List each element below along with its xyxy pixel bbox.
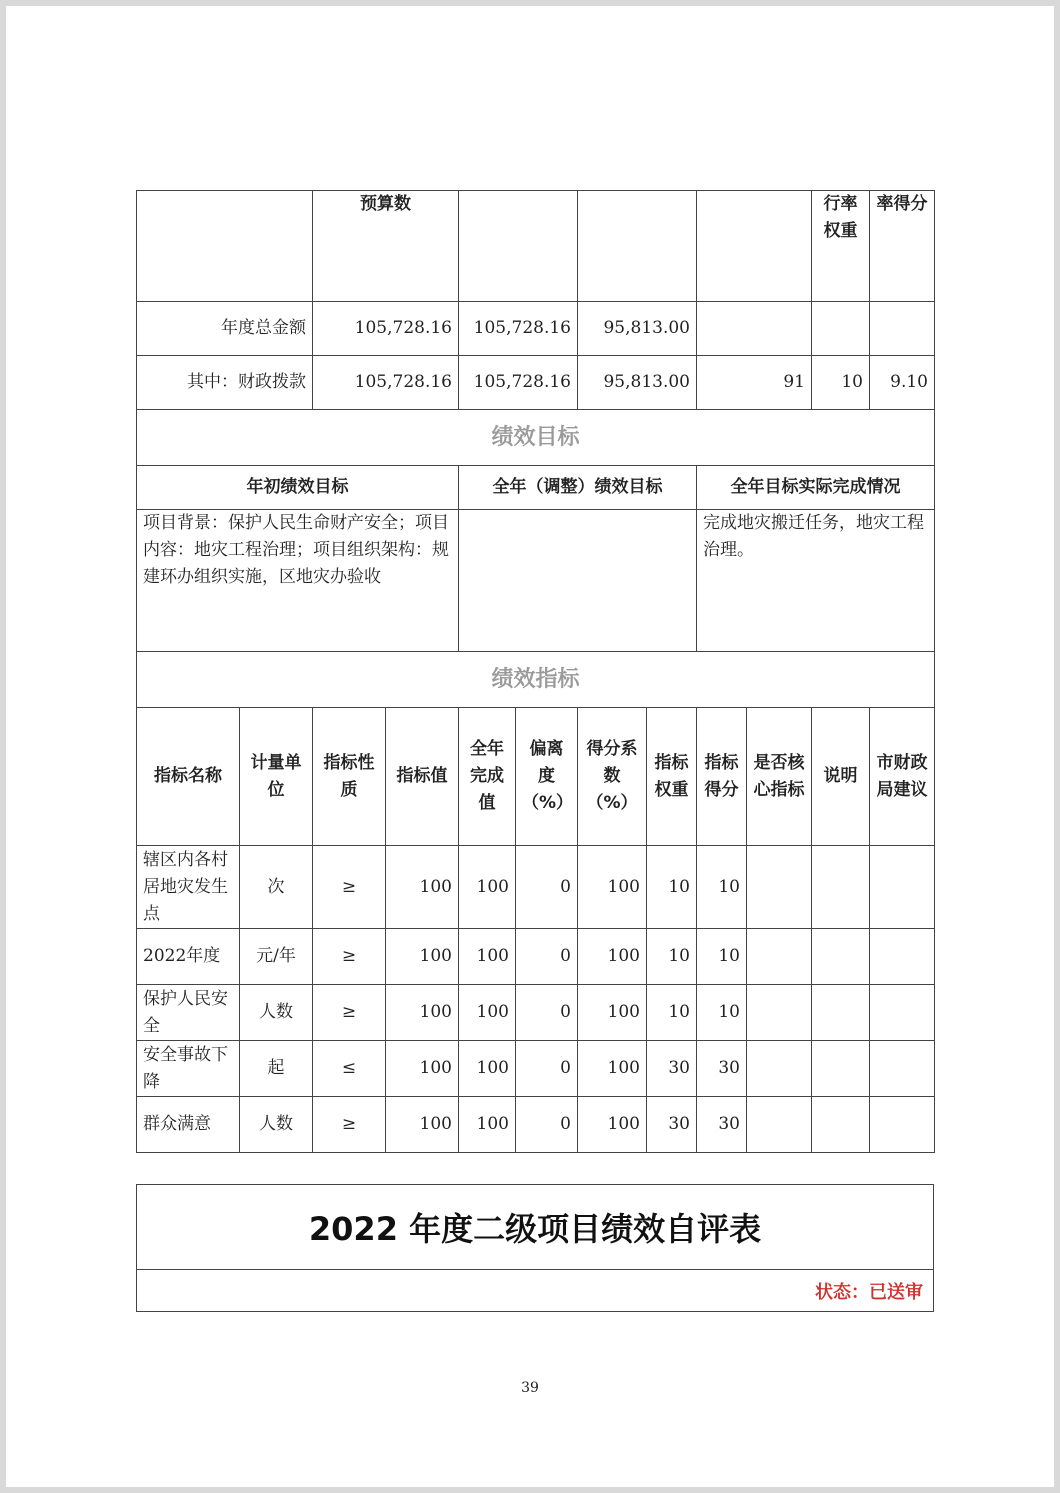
- indicator-coef: 100: [578, 1041, 647, 1097]
- indicator-actual: 100: [459, 1097, 516, 1153]
- budget-cell: 9.10: [870, 356, 935, 410]
- indicator-advice: [870, 1097, 935, 1153]
- budget-cell: [812, 302, 870, 356]
- budget-header-score: 率得分: [870, 191, 935, 302]
- indicator-coef: 100: [578, 929, 647, 985]
- indicator-advice: [870, 929, 935, 985]
- indicator-name: 2022年度: [137, 929, 240, 985]
- indicator-note: [812, 1041, 870, 1097]
- indicator-score: 10: [697, 846, 747, 929]
- budget-row-total: [137, 302, 935, 356]
- indicator-unit: 人数: [240, 1097, 313, 1153]
- page-number: 39: [521, 1380, 539, 1396]
- budget-label: 年度总金额: [137, 302, 313, 356]
- budget-cell: 10: [812, 356, 870, 410]
- indicator-header: 指标性质: [313, 708, 386, 846]
- indicator-core: [747, 1097, 812, 1153]
- budget-header-blank-3: [578, 191, 697, 302]
- indicator-weight: 10: [647, 985, 697, 1041]
- indicator-deviation: 0: [516, 985, 578, 1041]
- indicator-header: 偏离度（%）: [516, 708, 578, 846]
- indicators-header-row: [137, 708, 935, 846]
- indicator-deviation: 0: [516, 1041, 578, 1097]
- indicator-header: 计量单位: [240, 708, 313, 846]
- indicator-header: 全年完成值: [459, 708, 516, 846]
- indicator-unit: 人数: [240, 985, 313, 1041]
- budget-label: 其中：财政拨款: [137, 356, 313, 410]
- form-title-box: [136, 1184, 934, 1312]
- indicator-header: 是否核心指标: [747, 708, 812, 846]
- indicator-value: 100: [386, 1097, 459, 1153]
- goals-section-title: 绩效目标: [137, 410, 935, 466]
- indicator-header: 指标值: [386, 708, 459, 846]
- budget-header-weight: 行率权重: [812, 191, 870, 302]
- status-row: [137, 1270, 933, 1312]
- budget-cell: 91: [697, 356, 812, 410]
- indicator-unit: 元/年: [240, 929, 313, 985]
- table-row: [137, 1041, 935, 1097]
- goals-header-adjusted: 全年（调整）绩效目标: [459, 466, 697, 510]
- indicator-header: 指标权重: [647, 708, 697, 846]
- performance-table: [136, 190, 935, 1153]
- budget-cell: 105,728.16: [459, 302, 578, 356]
- indicator-coef: 100: [578, 985, 647, 1041]
- indicator-value: 100: [386, 846, 459, 929]
- indicator-actual: 100: [459, 929, 516, 985]
- budget-cell: 105,728.16: [313, 302, 459, 356]
- table-row: [137, 985, 935, 1041]
- indicator-header: 市财政局建议: [870, 708, 935, 846]
- indicator-unit: 次: [240, 846, 313, 929]
- indicator-advice: [870, 846, 935, 929]
- indicator-note: [812, 846, 870, 929]
- goals-header-actual: 全年目标实际完成情况: [697, 466, 935, 510]
- indicator-core: [747, 985, 812, 1041]
- indicator-header: 得分系数（%）: [578, 708, 647, 846]
- indicator-advice: [870, 1041, 935, 1097]
- indicator-name: 辖区内各村居地灾发生点: [137, 846, 240, 929]
- indicator-core: [747, 929, 812, 985]
- goals-header-initial: 年初绩效目标: [137, 466, 459, 510]
- budget-cell: [870, 302, 935, 356]
- indicator-name: 群众满意: [137, 1097, 240, 1153]
- indicator-unit: 起: [240, 1041, 313, 1097]
- budget-cell: 95,813.00: [578, 302, 697, 356]
- indicator-coef: 100: [578, 1097, 647, 1153]
- form-title: 2022 年度二级项目绩效自评表: [137, 1185, 933, 1270]
- indicator-core: [747, 1041, 812, 1097]
- indicator-name: 安全事故下降: [137, 1041, 240, 1097]
- budget-header-budget-count: 预算数: [313, 191, 459, 302]
- budget-cell: 105,728.16: [313, 356, 459, 410]
- indicator-name: 保护人民安全: [137, 985, 240, 1041]
- table-row: [137, 929, 935, 985]
- goals-adjusted-text: [459, 510, 697, 652]
- indicator-actual: 100: [459, 846, 516, 929]
- indicator-nature: ≤: [313, 1041, 386, 1097]
- indicator-nature: ≥: [313, 929, 386, 985]
- indicator-score: 10: [697, 929, 747, 985]
- goals-initial-text: 项目背景：保护人民生命财产安全；项目内容：地灾工程治理；项目组织架构：规建环办组织实施，区地灾办验收: [137, 510, 459, 652]
- budget-cell: 95,813.00: [578, 356, 697, 410]
- indicator-actual: 100: [459, 1041, 516, 1097]
- table-row: [137, 1097, 935, 1153]
- indicator-coef: 100: [578, 846, 647, 929]
- indicator-score: 30: [697, 1041, 747, 1097]
- indicators-section-title: 绩效指标: [137, 652, 935, 708]
- indicator-note: [812, 985, 870, 1041]
- budget-row-fiscal: [137, 356, 935, 410]
- indicator-score: 10: [697, 985, 747, 1041]
- table-row: [137, 846, 935, 929]
- indicator-weight: 10: [647, 846, 697, 929]
- indicator-weight: 30: [647, 1097, 697, 1153]
- budget-header-blank-4: [697, 191, 812, 302]
- indicator-advice: [870, 985, 935, 1041]
- indicator-header: 说明: [812, 708, 870, 846]
- indicator-actual: 100: [459, 985, 516, 1041]
- indicator-value: 100: [386, 929, 459, 985]
- indicator-header: 指标名称: [137, 708, 240, 846]
- indicator-nature: ≥: [313, 846, 386, 929]
- budget-cell: [697, 302, 812, 356]
- indicator-value: 100: [386, 985, 459, 1041]
- indicator-note: [812, 929, 870, 985]
- goals-actual-text: 完成地灾搬迁任务，地灾工程治理。: [697, 510, 935, 652]
- indicator-nature: ≥: [313, 1097, 386, 1153]
- page: [6, 6, 1054, 1487]
- indicator-weight: 30: [647, 1041, 697, 1097]
- budget-header-blank-2: [459, 191, 578, 302]
- indicator-header: 指标得分: [697, 708, 747, 846]
- indicator-nature: ≥: [313, 985, 386, 1041]
- indicator-deviation: 0: [516, 1097, 578, 1153]
- budget-cell: 105,728.16: [459, 356, 578, 410]
- indicator-deviation: 0: [516, 846, 578, 929]
- status-badge: 状态：已送审: [815, 1282, 923, 1303]
- indicator-score: 30: [697, 1097, 747, 1153]
- indicator-value: 100: [386, 1041, 459, 1097]
- budget-header-blank: [137, 191, 313, 302]
- indicator-core: [747, 846, 812, 929]
- indicator-deviation: 0: [516, 929, 578, 985]
- indicator-note: [812, 1097, 870, 1153]
- indicator-weight: 10: [647, 929, 697, 985]
